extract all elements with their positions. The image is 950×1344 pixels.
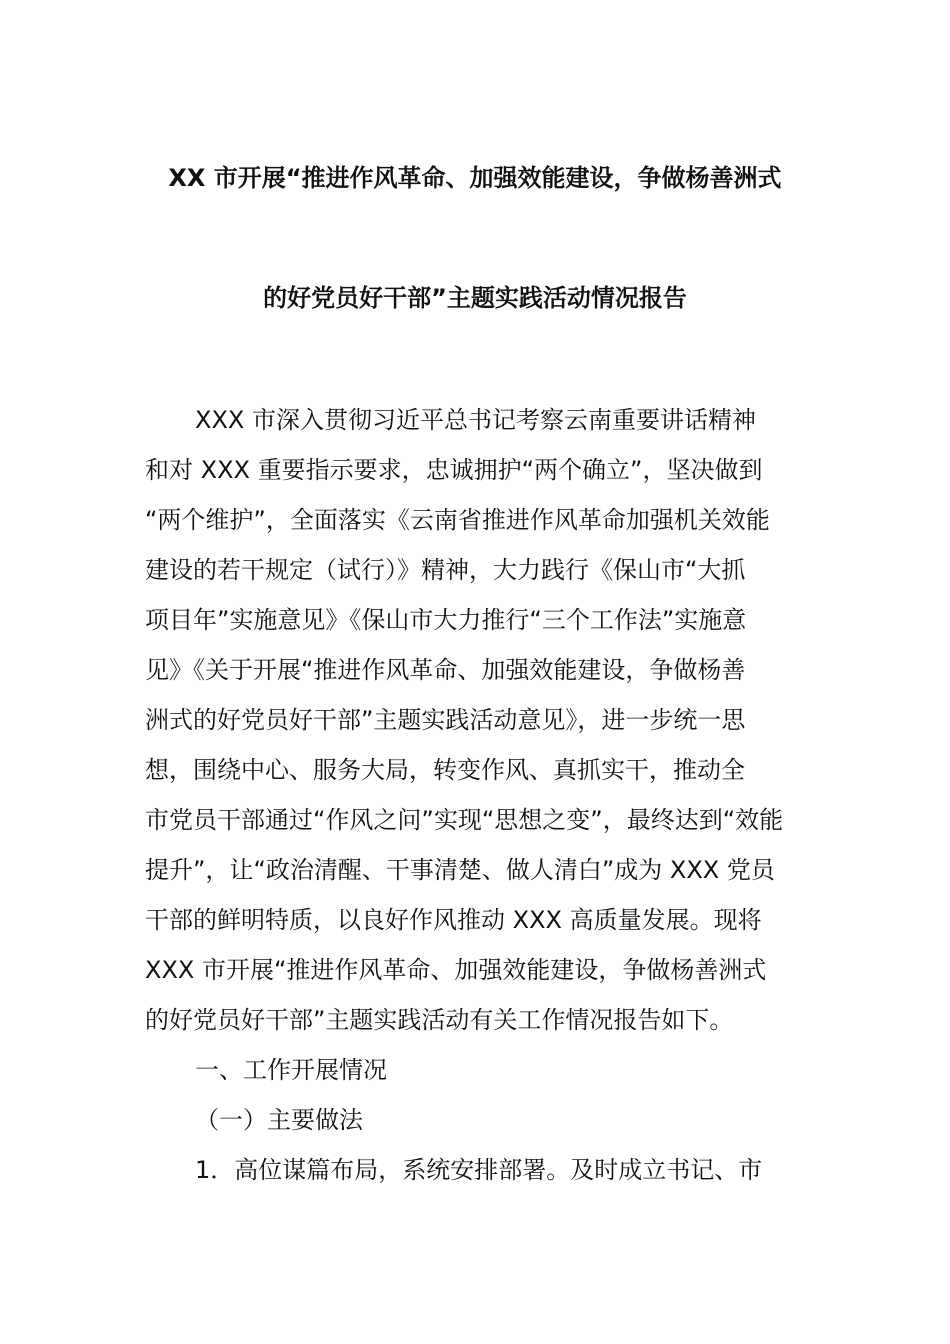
paragraph-line: 市党员干部通过“作风之问”实现“思想之变”，最终达到“效能	[145, 806, 784, 834]
paragraph-line: 干部的鲜明特质，以良好作风推动 XXX 高质量发展。现将	[145, 906, 762, 934]
paragraph-line: 想，围绕中心、服务大局，转变作风、真抓实干，推动全	[145, 756, 745, 784]
paragraph-line: XXX 市开展“推进作风革命、加强效能建设，争做杨善洲式	[145, 956, 767, 984]
paragraph-line: 和对 XXX 重要指示要求，忠诚拥护“两个确立”，坚决做到	[145, 456, 763, 484]
paragraph-line: “两个维护”，全面落实《云南省推进作风革命加强机关效能	[145, 506, 770, 534]
section-heading-1: 一、工作开展情况	[195, 1056, 387, 1084]
paragraph-line: 项目年”实施意见》《保山市大力推行“三个工作法”实施意	[145, 606, 747, 634]
item-1-line: 1．高位谋篇布局，系统安排部署。及时成立书记、市	[195, 1156, 763, 1184]
section-heading-2: （一）主要做法	[195, 1106, 363, 1134]
paragraph-line: 的好党员好干部”主题实践活动有关工作情况报告如下。	[145, 1006, 734, 1034]
document-title-line-2: 的好党员好干部”主题实践活动情况报告	[263, 284, 687, 312]
paragraph-line: 建设的若干规定（试行）》精神，大力践行《保山市“大抓	[145, 556, 746, 584]
paragraph-line: 洲式的好党员好干部”主题实践活动意见》，进一步统一思	[145, 706, 746, 734]
paragraph-line: XXX 市深入贯彻习近平总书记考察云南重要讲话精神	[195, 406, 756, 434]
paragraph-line: 提升”，让“政治清醒、干事清楚、做人清白”成为 XXX 党员	[145, 856, 775, 884]
paragraph-line: 见》《关于开展“推进作风革命、加强效能建设，争做杨善	[145, 656, 746, 684]
document-title-line-1: XX 市开展“推进作风革命、加强效能建设，争做杨善洲式	[168, 164, 782, 192]
